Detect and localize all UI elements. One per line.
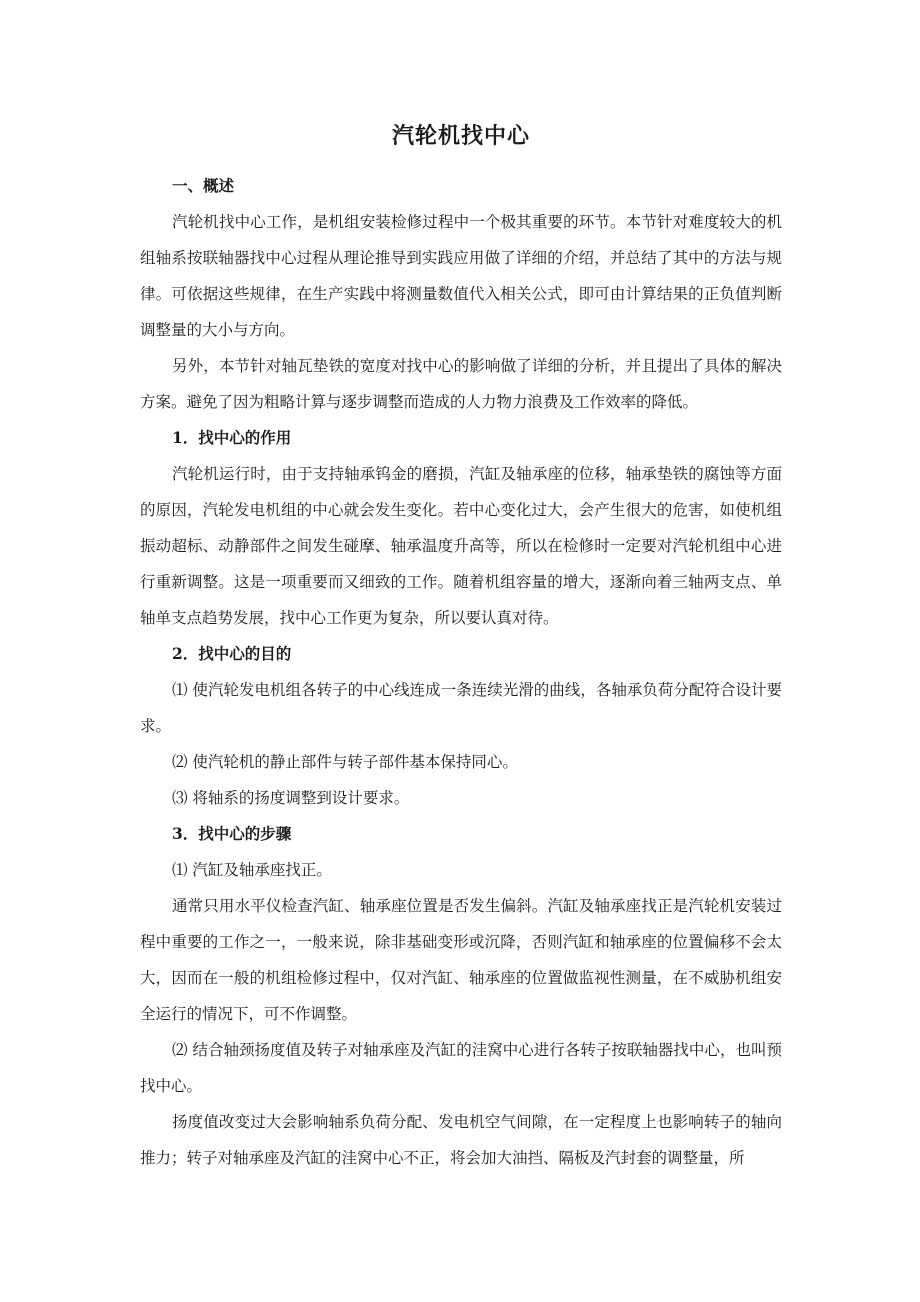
section-heading-purpose: 2．找中心的目的 xyxy=(172,644,292,663)
paragraph-steps-2: 通常只用水平仪检查汽缸、轴承座位置是否发生偏斜。汽缸及轴承座找正是汽轮机安装过程中重要的工作之一，一般来说，除非基础变形或沉降，否则汽缸和轴承座的位置偏移不会太大，因而在一般的机组检修过程中，仅对汽缸、轴承座的位置做监视性测量，在不威胁机组安全运行的情况下，可不作调整。 xyxy=(140,897,782,1023)
paragraph-purpose-1: ⑴ 使汽轮发电机组各转子的中心线连成一条连续光滑的曲线，各轴承负荷分配符合设计要求。 xyxy=(140,681,782,735)
document-title: 汽轮机找中心 xyxy=(391,123,530,149)
paragraph-purpose-3: ⑶ 将轴系的扬度调整到设计要求。 xyxy=(172,789,410,807)
paragraph-purpose-2: ⑵ 使汽轮机的静止部件与转子部件基本保持同心。 xyxy=(172,753,518,771)
paragraph-steps-3: ⑵ 结合轴颈扬度值及转子对轴承座及汽缸的洼窝中心进行各转子按联轴器找中心，也叫预找中心。 xyxy=(140,1041,782,1095)
paragraph-steps-1: ⑴ 汽缸及轴承座找正。 xyxy=(172,861,332,879)
section-heading-steps: 3．找中心的步骤 xyxy=(172,824,292,843)
section-heading-overview: 一、概述 xyxy=(172,176,235,195)
paragraph-steps-4: 扬度值改变过大会影响轴系负荷分配、发电机空气间隙，在一定程度上也影响转子的轴向推力；转子对轴承座及汽缸的洼窝中心不正，将会加大油挡、隔板及汽封套的调整量，所 xyxy=(140,1113,782,1167)
document-body xyxy=(140,118,782,1176)
paragraph-overview-1: 汽轮机找中心工作，是机组安装检修过程中一个极其重要的环节。本节针对难度较大的机组轴系按联轴器找中心过程从理论推导到实践应用做了详细的介绍，并总结了其中的方法与规律。可依据这些规律，在生产实践中将测量数值代入相关公式，即可由计算结果的正负值判断调整量的大小与方向。 xyxy=(140,213,782,339)
paragraph-overview-2: 另外，本节针对轴瓦垫铁的宽度对找中心的影响做了详细的分析，并且提出了具体的解决方案。避免了因为粗略计算与逐步调整而造成的人力物力浪费及工作效率的降低。 xyxy=(140,357,782,411)
paragraph-role-1: 汽轮机运行时，由于支持轴承钨金的磨损，汽缸及轴承座的位移，轴承垫铁的腐蚀等方面的原因，汽轮发电机组的中心就会发生变化。若中心变化过大，会产生很大的危害，如使机组振动超标、动静部件之间发生碰摩、轴承温度升高等，所以在检修时一定要对汽轮机组中心进行重新调整。这是一项重要而又细致的工作。随着机组容量的增大，逐渐向着三轴两支点、单轴单支点趋势发展，找中心工作更为复杂，所以要认真对待。 xyxy=(140,465,782,627)
section-heading-role: 1．找中心的作用 xyxy=(172,428,292,447)
